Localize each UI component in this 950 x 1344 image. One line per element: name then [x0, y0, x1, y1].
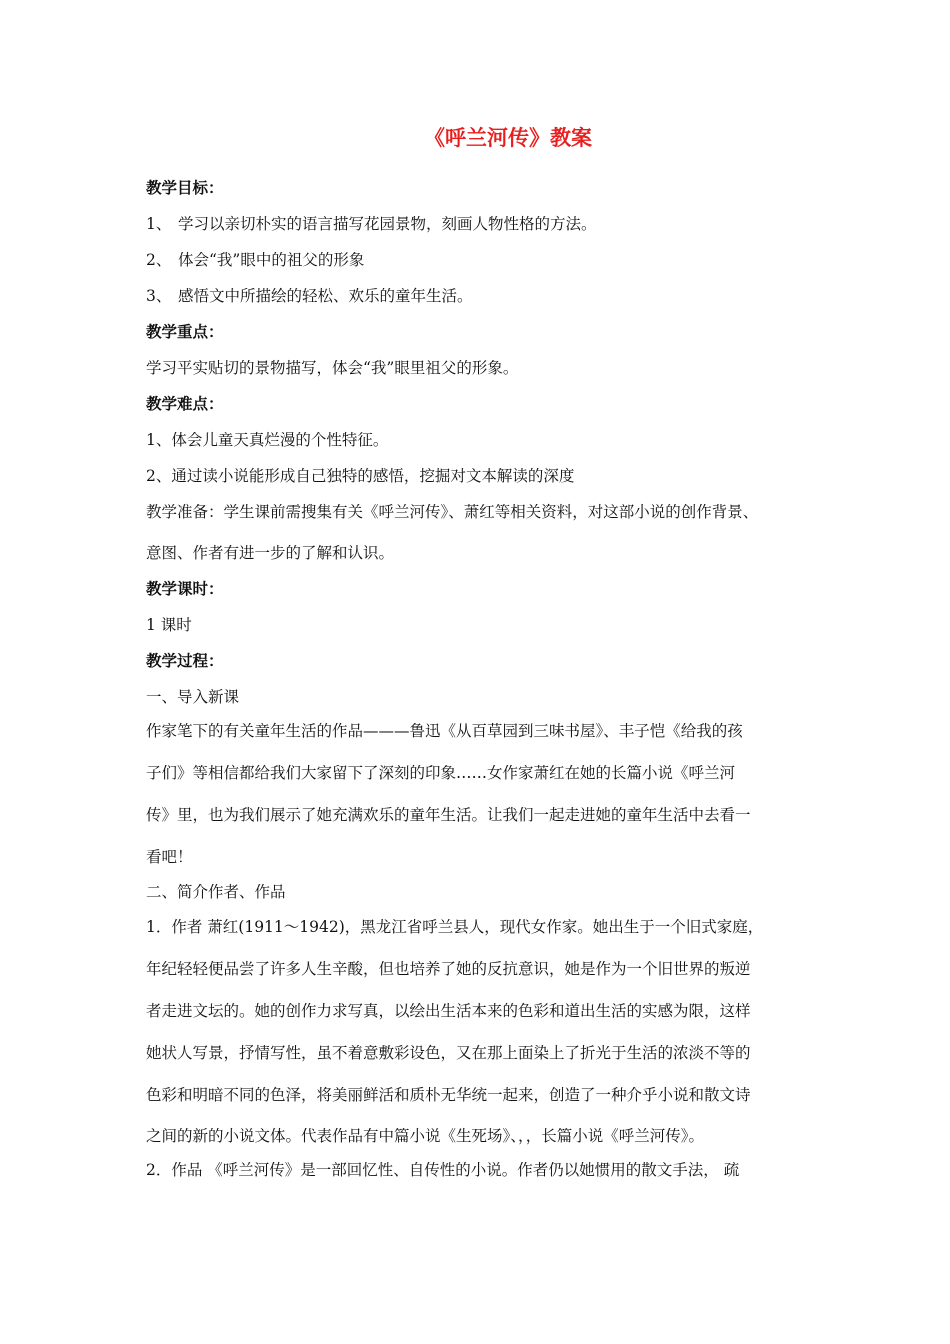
key-points-text: 学习平实贴切的景物描写，体会“我”眼里祖父的形象。	[146, 359, 519, 377]
paragraph-line: 1．作者 萧红(1911～1942)，黑龙江省呼兰县人，现代女作家。她出生于一个旧式家庭，	[146, 918, 764, 936]
objectives-heading: 教学目标：	[146, 179, 224, 197]
paragraph-line: 2．作品 《呼兰河传》是一部回忆性、自传性的小说。作者仍以她惯用的散文手法， 疏	[146, 1161, 740, 1179]
paragraph-line: 年纪轻轻便品尝了许多人生辛酸，但也培养了她的反抗意识，她是作为一个旧世界的叛逆	[146, 960, 751, 978]
paragraph-line: 子们》等相信都给我们大家留下了深刻的印象……女作家萧红在她的长篇小说《呼兰河	[146, 764, 736, 782]
objective-text: 学习以亲切朴实的语言描写花园景物，刻画人物性格的方法。	[178, 215, 597, 233]
section-heading: 一、导入新课	[146, 688, 240, 706]
objective-number: 1、	[146, 215, 172, 233]
process-heading: 教学过程：	[146, 652, 224, 670]
difficulties-heading: 教学难点：	[146, 395, 224, 413]
paragraph-line: 者走进文坛的。她的创作力求写真，以绘出生活本来的色彩和道出生活的实感为限，这样	[146, 1002, 751, 1020]
paragraph-line: 看吧！	[146, 848, 193, 866]
objective-item	[146, 250, 816, 270]
paragraph-line: 她状人写景，抒情写性，虽不着意敷彩设色，又在那上面染上了折光于生活的浓淡不等的	[146, 1044, 751, 1062]
paragraph-line: 作家笔下的有关童年生活的作品———鲁迅《从百草园到三味书屋》、丰子恺《给我的孩	[146, 722, 743, 740]
periods-heading: 教学课时：	[146, 580, 224, 598]
objective-item	[146, 214, 816, 234]
paragraph-line: 之间的新的小说文体。代表作品有中篇小说《生死场》、，，长篇小说《呼兰河传》。	[146, 1127, 705, 1145]
periods-text: 1 课时	[146, 616, 192, 634]
paragraph-line: 色彩和明暗不同的色泽，将美丽鲜活和质朴无华统一起来，创造了一种介乎小说和散文诗	[146, 1086, 751, 1104]
difficulty-item: 1、体会儿童天真烂漫的个性特征。	[146, 431, 389, 449]
objective-item	[146, 286, 816, 306]
objective-number: 3、	[146, 287, 172, 305]
section-heading: 二、简介作者、作品	[146, 883, 286, 901]
key-points-heading: 教学重点：	[146, 323, 224, 341]
difficulty-item: 2、通过读小说能形成自己独特的感悟，挖掘对文本解读的深度	[146, 467, 575, 485]
objective-text: 体会“我”眼中的祖父的形象	[178, 251, 365, 269]
preparation-line: 意图、作者有进一步的了解和认识。	[146, 544, 395, 562]
preparation-line: 教学准备：学生课前需搜集有关《呼兰河传》、萧红等相关资料，对这部小说的创作背景、	[146, 503, 759, 521]
objective-number: 2、	[146, 251, 172, 269]
document-title: 《呼兰河传》教案	[424, 126, 592, 150]
objective-text: 感悟文中所描绘的轻松、欢乐的童年生活。	[178, 287, 473, 305]
paragraph-line: 传》里，也为我们展示了她充满欢乐的童年生活。让我们一起走进她的童年生活中去看一	[146, 806, 751, 824]
